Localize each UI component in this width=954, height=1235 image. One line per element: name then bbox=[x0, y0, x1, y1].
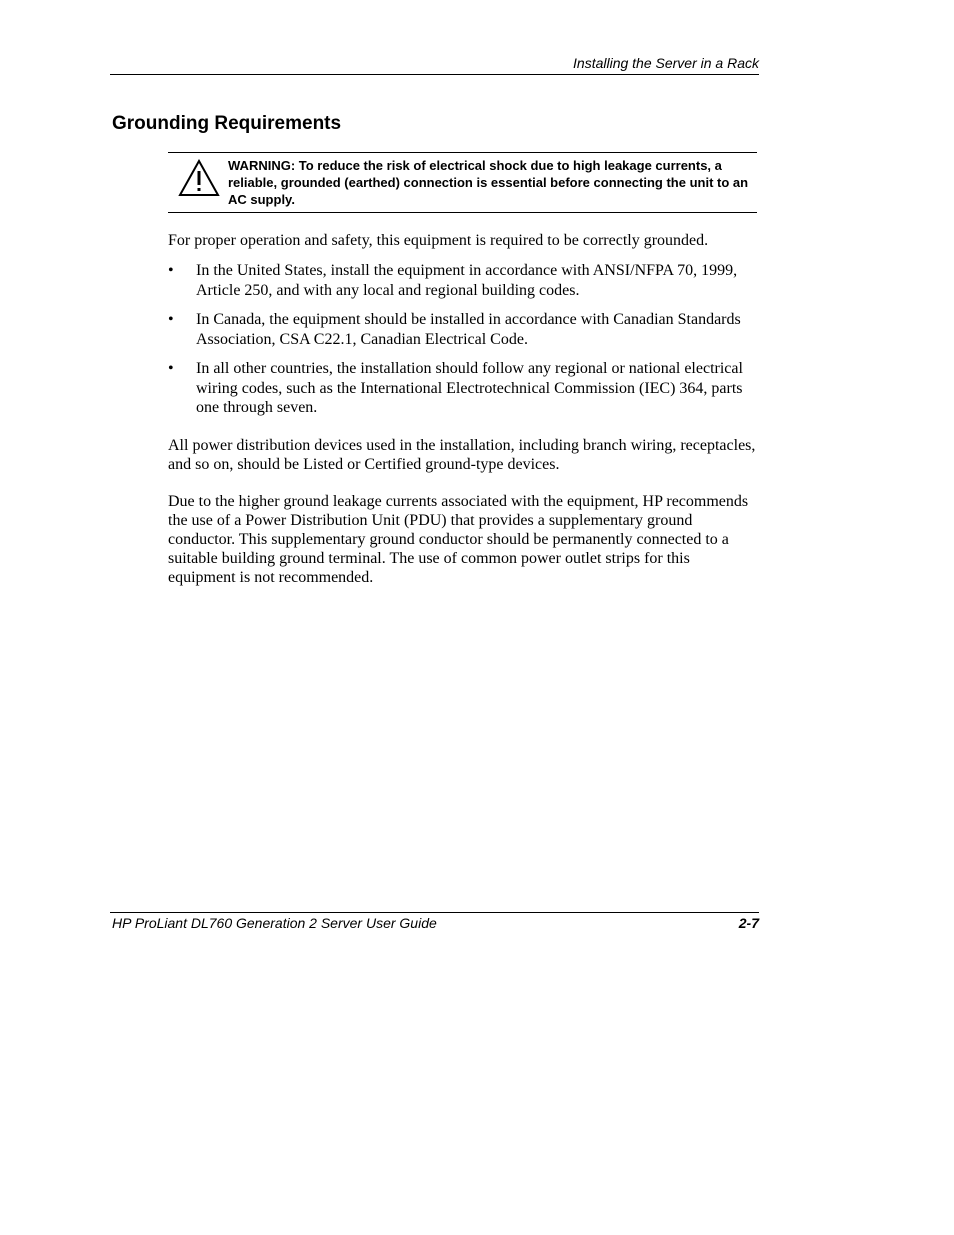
list-item-text: In the United States, install the equipment in accordance with ANSI/NFPA 70, 1999, Article 250, and with any local and regional building codes. bbox=[196, 262, 738, 299]
pdu-recommendation-paragraph: Due to the higher ground leakage currents associated with the equipment, HP recommends the use of a Power Distribution Unit (PDU) that provides a supplementary ground conductor. This supplementary ground conductor should be permanently connected to a suitable building ground terminal. The use of common power outlet strips for this equipment is not recommended. bbox=[168, 493, 749, 586]
power-devices-paragraph: All power distribution devices used in the installation, including branch wiring, receptacles, and so on, should be Listed or Certified ground-type devices. bbox=[168, 437, 756, 473]
list-item-text: In all other countries, the installation should follow any regional or national electrical wiring codes, such as the International Electrotechnical Commission (IEC) 364, parts one through seven. bbox=[196, 360, 743, 416]
section-title: Grounding Requirements bbox=[112, 113, 342, 134]
grounding-code-list bbox=[168, 261, 758, 428]
footer-guide-title: HP ProLiant DL760 Generation 2 Server User Guide bbox=[112, 915, 437, 931]
running-header-title: Installing the Server in a Rack bbox=[573, 55, 759, 71]
list-item bbox=[168, 261, 758, 300]
warning-text: WARNING: To reduce the risk of electrical shock due to high leakage currents, a reliable, grounded (earthed) connection is essential before connecting the unit to an AC supply. bbox=[228, 158, 749, 207]
warning-triangle-icon bbox=[178, 159, 220, 197]
bullet-glyph: • bbox=[168, 262, 174, 279]
intro-paragraph: For proper operation and safety, this equipment is required to be correctly grounded. bbox=[168, 232, 709, 249]
page-number: 2-7 bbox=[738, 915, 759, 931]
warning-box bbox=[168, 152, 757, 213]
running-header bbox=[110, 55, 759, 75]
list-item-text: In Canada, the equipment should be installed in accordance with Canadian Standards Association, CSA C22.1, Canadian Electrical Code. bbox=[196, 311, 741, 348]
bullet-glyph: • bbox=[168, 311, 174, 328]
running-footer bbox=[110, 912, 759, 933]
bullet-glyph: • bbox=[168, 360, 174, 377]
list-item bbox=[168, 310, 758, 349]
list-item bbox=[168, 359, 758, 418]
